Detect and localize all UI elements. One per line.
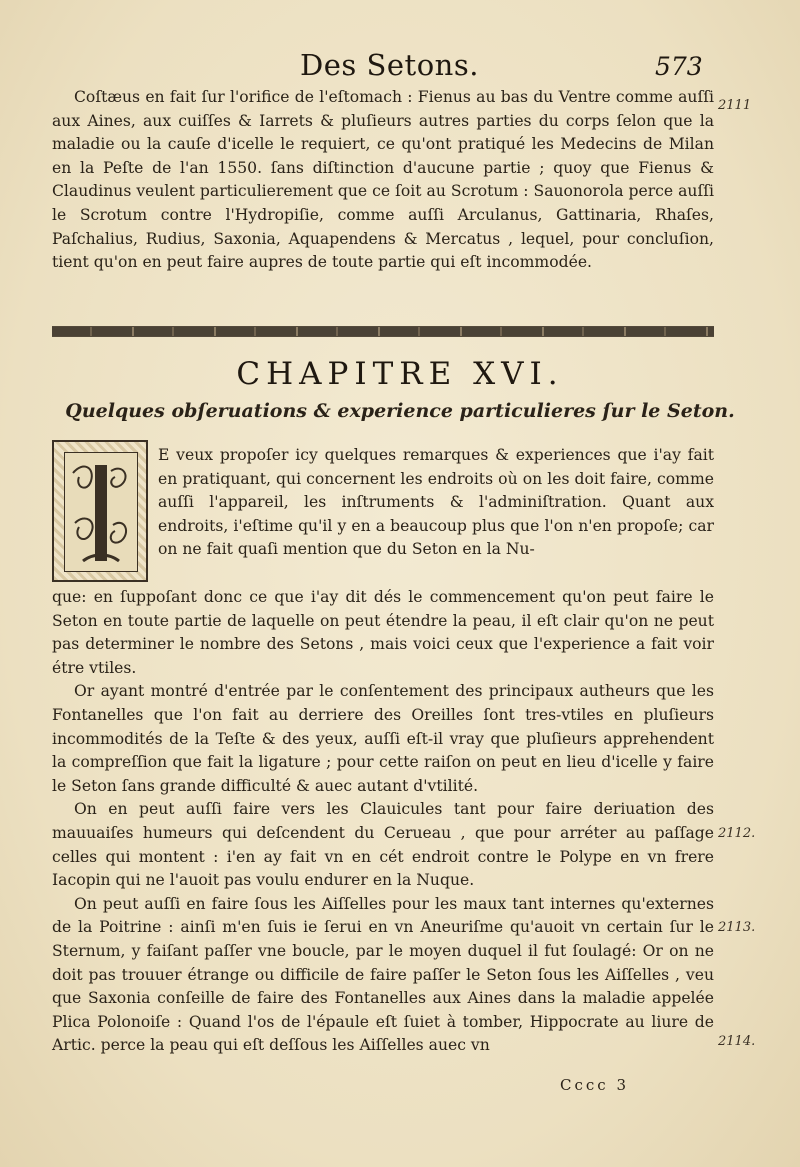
page-number: 573 [655, 52, 703, 81]
chapter-title: CHAPITRE XVI. [236, 356, 564, 392]
main-text-block [52, 586, 714, 1058]
chapter-subtitle: Quelques obſeruations & experience particulieres ſur le Seton. [65, 400, 735, 422]
margin-note: 2111 [718, 98, 752, 113]
signature-mark: Cccc 3 [560, 1076, 629, 1094]
continuation-paragraph: que: en ſuppoſant donc ce que i'ay dit dés le commencement qu'on peut faire le Seton en toute partie de laquelle on peut étendre la peau, il eſt clair qu'on ne peut pas determiner le nombre des Setons , mais voici ceux que l'experience a fait voir étre vtiles. [52, 588, 714, 677]
running-title: Des Setons. [300, 48, 479, 82]
margin-note: 2114. [718, 1034, 756, 1049]
opening-lines-block [158, 444, 714, 562]
margin-note: 2112. [718, 826, 756, 841]
initial-letter-icon [65, 453, 137, 571]
page-header [0, 44, 800, 84]
paragraph: Or ayant montré d'entrée par le conſentement des principaux autheurs que les Fontanelles que l'on fait au derriere des Oreilles ſont tres-vtiles en pluſieurs incommodités de la Teſte & des yeux, auſſi eſt-il vray que pluſieurs apprehendent la compreſſion que fait la ligature ; pour cette raiſon on peut en lieu d'icelle y faire le Seton ſans grande difficulté & auec autant d'vtilité. [52, 682, 714, 795]
top-paragraph-block [52, 86, 714, 275]
paragraph: On en peut auſſi faire vers les Clauicules tant pour faire deriuation des mauuaiſes humeurs qui deſcendent du Cerueau , que pour arréter au paſſage celles qui montent : i'en ay fait vn en cét endroit contre le Polype en vn frere Iacopin qui ne l'auoit pas voulu endurer en la Nuque. [52, 800, 714, 890]
opening-lines: E veux propoſer icy quelques remarques & experiences que i'ay fait en pratiquant, qui concernent les endroits où on les doit faire, comme auſſi l'appareil, les inſtruments & l'adminiſtration. Quant aux endroits, i'eſtime qu'il y en a beaucoup plus que l'on n'en propoſe; car on ne fait quaſi mention que du Seton en la Nu- [158, 446, 714, 559]
decorated-initial [52, 440, 148, 582]
ornamental-rule [52, 326, 714, 337]
margin-note: 2113. [718, 920, 756, 935]
top-paragraph: Coſtæus en fait ſur l'orifice de l'eſtomach : Fienus au bas du Ventre comme auſſi aux Aines, aux cuiſſes & Iarrets & pluſieurs autres parties du corps ſelon que la maladie ou la cauſe d'icelle le requiert, ce qu'ont pratiqué les Medecins de Milan en la Peſte de l'an 1550. ſans diſtinction d'aucune partie ; quoy que Fienus & Claudinus veulent particulierement que ce ſoit au Scrotum : Sauonorola perce auſſi le Scrotum contre l'Hydropiſie, comme auſſi Arculanus, Gattinaria, Rhaſes, Paſchalius, Rudius, Saxonia, Aquapendens & Mercatus , lequel, pour concluſion, tient qu'on en peut faire aupres de toute partie qui eſt incommodée. [52, 88, 714, 272]
paragraph: On peut auſſi en faire ſous les Aiſſelles pour les maux tant internes qu'externes de la Poitrine : ainſi m'en ſuis ie ſerui en vn Aneuriſme qu'auoit vn certain ſur le Sternum, y faiſant paſſer vne boucle, par le moyen duquel il fut ſoulagé: Or on ne doit pas trouuer étrange ou difficile de faire paſſer le Seton ſous les Aiſſelles , veu que Saxonia conſeille de faire des Fontanelles aux Aines dans la maladie appelée Plica Polonoiſe : Quand l'os de l'épaule eſt ſuiet à tomber, Hippocrate au liure de Artic. perce la peau qui eſt deſſous les Aiſſelles auec vn [52, 894, 714, 1055]
initial-ornament [64, 452, 138, 572]
